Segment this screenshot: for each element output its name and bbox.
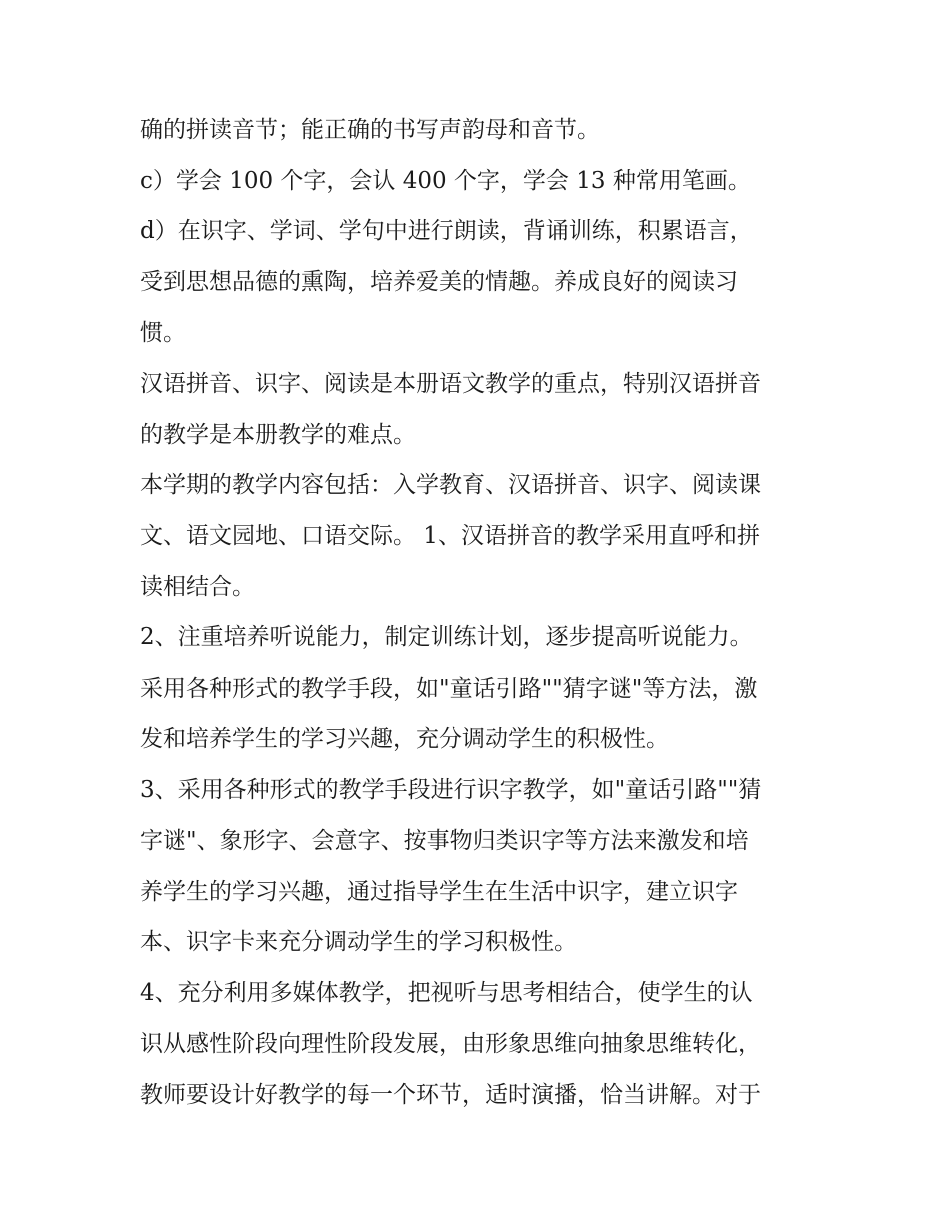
text-line: 发和培养学生的学习兴趣，充分调动学生的积极性。 xyxy=(140,726,669,752)
text-line: 读相结合。 xyxy=(140,574,255,600)
text-line: d）在识字、学词、学句中进行朗读，背诵训练，积累语言， xyxy=(140,218,753,244)
text-line: 识从感性阶段向理性阶段发展，由形象思维向抽象思维转化， xyxy=(140,1031,761,1057)
text-line: 2、注重培养听说能力，制定训练计划，逐步提高听说能力。 xyxy=(140,624,753,650)
text-line: 教师要设计好教学的每一个环节，适时演播，恰当讲解。对于 xyxy=(140,1082,761,1108)
text-line: 文、语文园地、口语交际。 1、汉语拼音的教学采用直呼和拼 xyxy=(140,523,760,549)
text-line: 本、识字卡来充分调动学生的学习积极性。 xyxy=(140,929,577,955)
text-line: 确的拼读音节；能正确的书写声韵母和音节。 xyxy=(140,117,600,143)
text-line: 字谜"、象形字、会意字、按事物归类识字等方法来激发和培 xyxy=(140,828,749,854)
text-line: 本学期的教学内容包括：入学教育、汉语拼音、识字、阅读课 xyxy=(140,472,761,498)
text-line: 4、充分利用多媒体教学，把视听与思考相结合，使学生的认 xyxy=(140,980,753,1006)
text-line: 3、采用各种形式的教学手段进行识字教学，如"童话引路""猜 xyxy=(140,777,762,803)
text-line: 汉语拼音、识字、阅读是本册语文教学的重点，特别汉语拼音 xyxy=(140,371,761,397)
text-line: 养学生的学习兴趣，通过指导学生在生活中识字，建立识字 xyxy=(140,879,738,905)
text-line: 采用各种形式的教学手段，如"童话引路""猜字谜"等方法，激 xyxy=(140,676,758,702)
text-line: 的教学是本册教学的难点。 xyxy=(140,422,416,448)
text-line: c）学会 100 个字，会认 400 个字，学会 13 种常用笔画。 xyxy=(140,168,751,194)
text-line: 惯。 xyxy=(140,320,186,346)
text-line: 受到思想品德的熏陶，培养爱美的情趣。养成良好的阅读习 xyxy=(140,269,738,295)
